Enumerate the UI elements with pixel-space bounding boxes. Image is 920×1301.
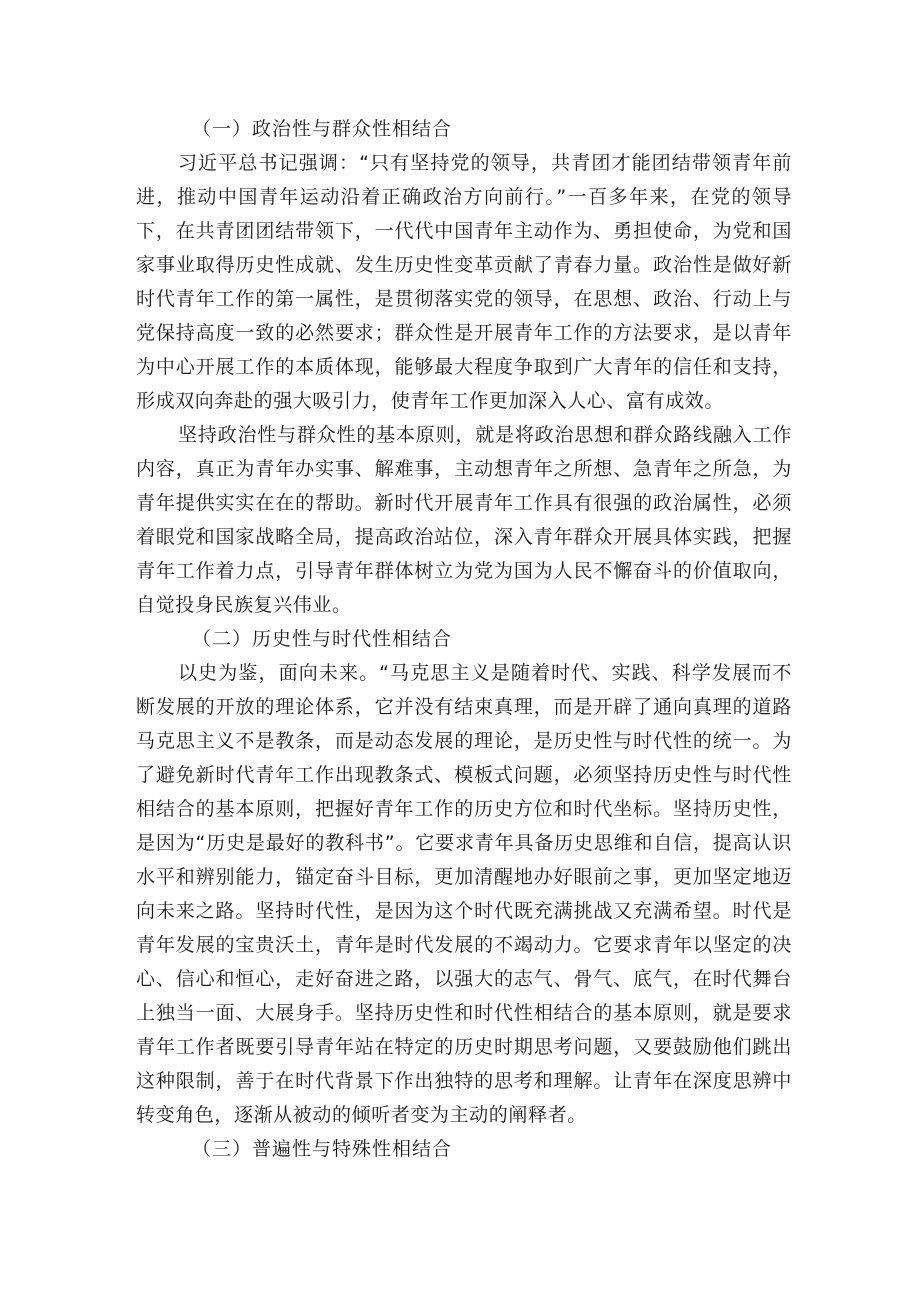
section-heading-3: （三）普遍性与特殊性相结合 xyxy=(192,1138,453,1160)
paragraph-3: 以史为鉴，面向未来。“马克思主义是随着时代、实践、科学发展而不断发展的开放的理论体系，它并没有结束真理，而是开辟了通向真理的道路马克思主义不是教条，而是动态发展的理论，是历史性与时代性的统一。为了避免新时代青年工作出现教条式、模板式问题，必须坚持历史性与时代性相结合的基本原则，把握好青年工作的历史方位和时代坐标。坚持历史性，是因为“历史是最好的教科书”。它要求青年具备历史思维和自信，提高认识水平和辨别能力，锚定奋斗目标，更加清醒地办好眼前之事，更加坚定地迈向未来之路。坚持时代性，是因为这个时代既充满挑战又充满希望。时代是青年发展的宝贵沃土，青年是时代发展的不竭动力。它要求青年以坚定的决心、信心和恒心，走好奋进之路，以强大的志气、骨气、底气，在时代舞台上独当一面、大展身手。坚持历史性和时代性相结合的基本原则，就是要求青年工作者既要引导青年站在特定的历史时期思考问题，又要鼓励他们跳出这种限制，善于在时代背景下作出独特的思考和理解。让青年在深度思辨中转变角色，逐渐从被动的倾听者变为主动的阐释者。 xyxy=(136,662,792,1126)
section-heading-2: （二）历史性与时代性相结合 xyxy=(192,628,453,650)
paragraph-2: 坚持政治性与群众性的基本原则，就是将政治思想和群众路线融入工作内容，真正为青年办实事、解难事，主动想青年之所想、急青年之所急，为青年提供实实在在的帮助。新时代开展青年工作具有很强的政治属性，必须着眼党和国家战略全局，提高政治站位，深入青年群众开展具体实践，把握青年工作着力点，引导青年群体树立为党为国为人民不懈奋斗的价值取向，自觉投身民族复兴伟业。 xyxy=(136,424,792,616)
section-heading-1: （一）政治性与群众性相结合 xyxy=(192,118,453,140)
document-body xyxy=(136,112,792,1166)
paragraph-1: 习近平总书记强调：“只有坚持党的领导，共青团才能团结带领青年前进，推动中国青年运动沿着正确政治方向前行。”一百多年来，在党的领导下，在共青团团结带领下，一代代中国青年主动作为、勇担使命，为党和国家事业取得历史性成就、发生历史性变革贡献了青春力量。政治性是做好新时代青年工作的第一属性，是贯彻落实党的领导，在思想、政治、行动上与党保持高度一致的必然要求；群众性是开展青年工作的方法要求，是以青年为中心开展工作的本质体现，能够最大程度争取到广大青年的信任和支持，形成双向奔赴的强大吸引力，使青年工作更加深入人心、富有成效。 xyxy=(136,152,792,412)
